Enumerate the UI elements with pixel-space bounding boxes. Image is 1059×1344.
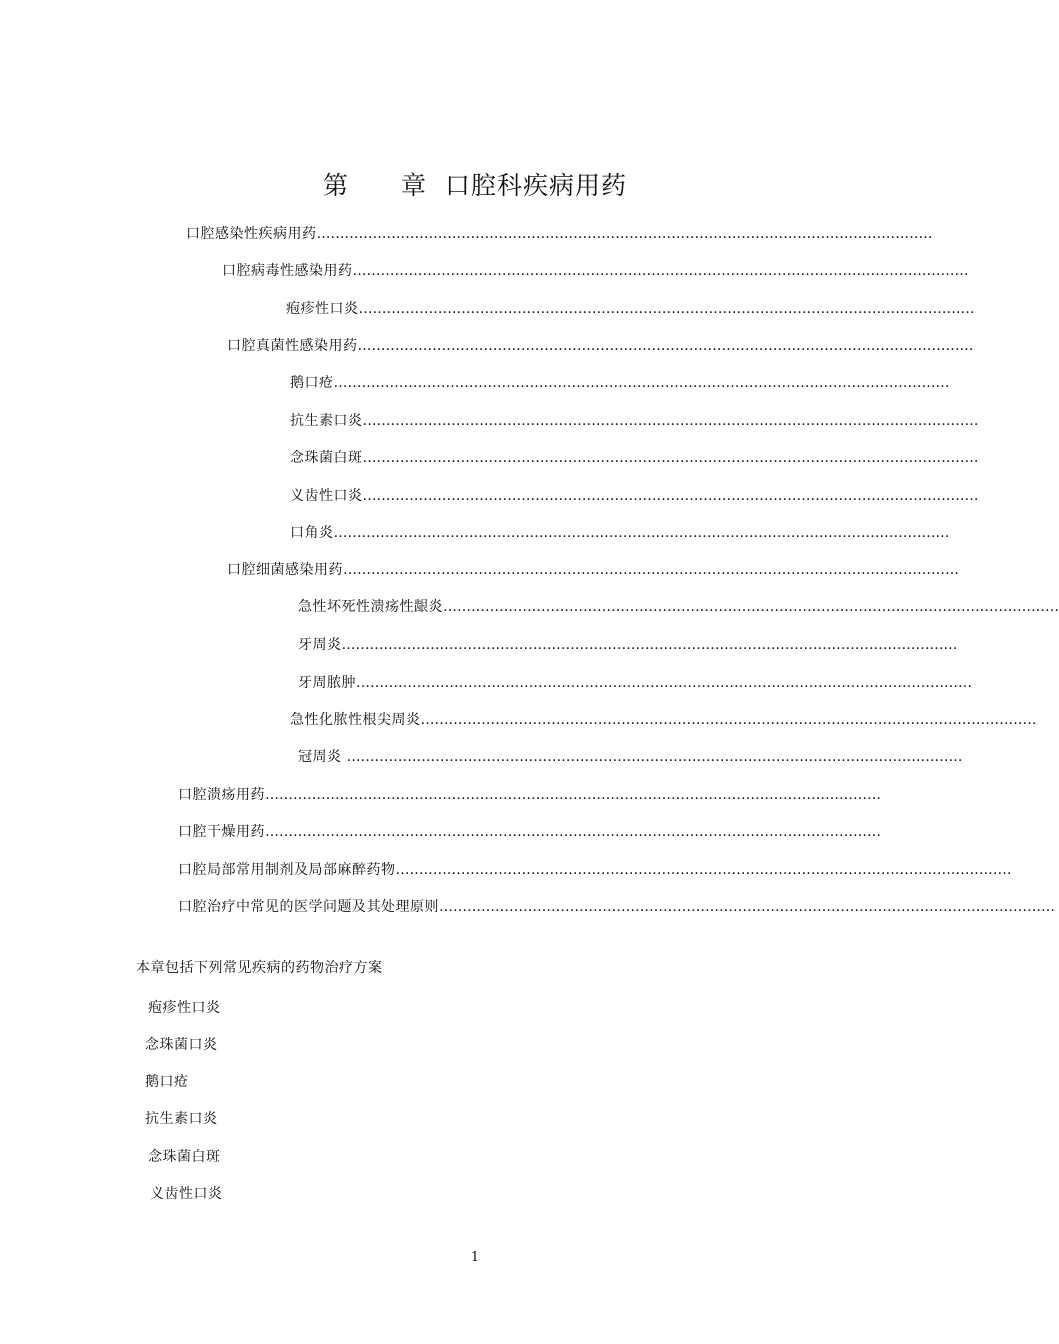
- toc-item[interactable]: [298, 596, 1059, 618]
- toc-label: 口腔感染性疾病用药: [186, 226, 317, 242]
- toc-label: 冠周炎: [298, 749, 347, 765]
- list-item: 鹅口疮: [145, 1074, 189, 1090]
- toc-label: 义齿性口炎: [290, 488, 363, 504]
- toc-item[interactable]: [290, 522, 950, 544]
- toc-label: 口角炎: [290, 525, 334, 541]
- toc-label: 口腔真菌性感染用药: [227, 338, 358, 354]
- toc-item[interactable]: [178, 896, 1055, 918]
- toc-label: 口腔细菌感染用药: [227, 562, 343, 578]
- toc-item[interactable]: [290, 485, 979, 507]
- chapter-title: 第 章 口腔科疾病用药: [323, 171, 627, 200]
- toc-leader-dots: ……………………………………………………………………………………………………………………: [341, 637, 958, 653]
- toc-label: 急性坏死性溃疡性龈炎: [298, 599, 443, 615]
- toc-leader-dots: ……………………………………………………………………………………………………………………: [395, 862, 1012, 878]
- toc-item[interactable]: [290, 709, 1037, 731]
- toc-leader-dots: ……………………………………………………………………………………………………………………: [333, 375, 950, 391]
- toc-item[interactable]: [290, 372, 950, 394]
- toc-leader-dots: ……………………………………………………………………………………………………………………: [357, 338, 974, 354]
- toc-leader-dots: ……………………………………………………………………………………………………………………: [443, 599, 1059, 615]
- toc-leader-dots: ……………………………………………………………………………………………………………………: [362, 488, 979, 504]
- toc-label: 口腔溃疡用药: [178, 787, 265, 803]
- toc-label: 口腔局部常用制剂及局部麻醉药物: [178, 862, 396, 878]
- list-item: 义齿性口炎: [150, 1186, 223, 1202]
- toc-item[interactable]: [298, 746, 963, 768]
- toc-leader-dots: ……………………………………………………………………………………………………………………: [343, 562, 959, 578]
- toc-item[interactable]: [178, 859, 1012, 881]
- toc-leader-dots: ……………………………………………………………………………………………………………………: [352, 263, 969, 279]
- toc-label: 口腔病毒性感染用药: [222, 263, 353, 279]
- list-item: 念珠菌白斑: [148, 1149, 221, 1165]
- toc-label: 鹅口疮: [290, 375, 334, 391]
- toc-leader-dots: ……………………………………………………………………………………………………………………: [439, 899, 1055, 915]
- list-item: 抗生素口炎: [145, 1111, 218, 1127]
- toc-leader-dots: ……………………………………………………………………………………………………………………: [420, 712, 1037, 728]
- toc-label: 抗生素口炎: [290, 413, 363, 429]
- toc-label: 疱疹性口炎: [286, 301, 359, 317]
- toc-leader-dots: ……………………………………………………………………………………………………………………: [358, 301, 975, 317]
- toc-leader-dots: ……………………………………………………………………………………………………………………: [356, 675, 972, 691]
- toc-leader-dots: ……………………………………………………………………………………………………………………: [362, 450, 979, 466]
- toc-label: 牙周脓肿: [298, 675, 356, 691]
- toc-leader-dots: ……………………………………………………………………………………………………………………: [333, 525, 950, 541]
- toc-leader-dots: ……………………………………………………………………………………………………………………: [265, 824, 881, 840]
- toc-item[interactable]: [286, 298, 975, 320]
- toc-label: 急性化脓性根尖周炎: [290, 712, 421, 728]
- toc-leader-dots: ……………………………………………………………………………………………………………………: [265, 787, 881, 803]
- intro-text: 本章包括下列常见疾病的药物治疗方案: [136, 960, 383, 976]
- toc-item[interactable]: [298, 672, 972, 694]
- toc-item[interactable]: [186, 223, 933, 245]
- page-number: 1: [470, 1250, 480, 1265]
- toc-item[interactable]: [227, 335, 974, 357]
- toc-label: 牙周炎: [298, 637, 342, 653]
- toc-item[interactable]: [222, 260, 969, 282]
- toc-leader-dots: ……………………………………………………………………………………………………………………: [316, 226, 933, 242]
- toc-item[interactable]: [227, 559, 959, 581]
- toc-item[interactable]: [178, 821, 881, 843]
- toc-leader-dots: ……………………………………………………………………………………………………………………: [346, 749, 963, 765]
- toc-item[interactable]: [298, 634, 958, 656]
- toc-label: 口腔干燥用药: [178, 824, 265, 840]
- toc-item[interactable]: [290, 410, 979, 432]
- toc-item[interactable]: [290, 447, 979, 469]
- list-item: 疱疹性口炎: [148, 1000, 221, 1016]
- toc-leader-dots: ……………………………………………………………………………………………………………………: [362, 413, 979, 429]
- toc-label: 口腔治疗中常见的医学问题及其处理原则: [178, 899, 439, 915]
- list-item: 念珠菌口炎: [145, 1037, 218, 1053]
- toc-label: 念珠菌白斑: [290, 450, 363, 466]
- toc-item[interactable]: [178, 784, 881, 806]
